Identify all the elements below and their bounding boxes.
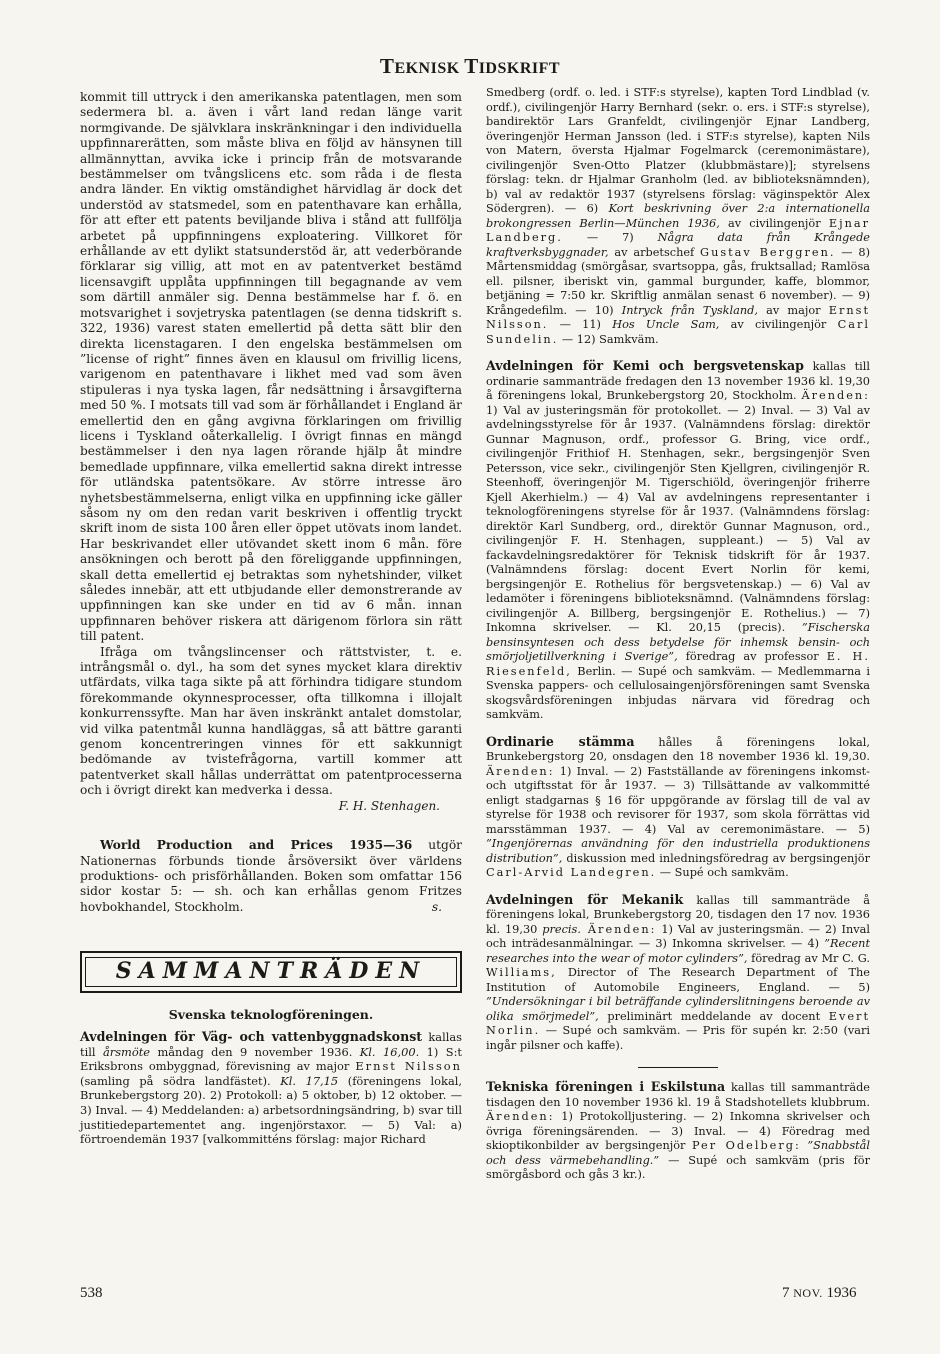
section-divider: [638, 1067, 718, 1068]
section-vag-vatten-continued: Smedberg (ordf. o. led. i STF:s styrelse), kapten Tord Lindblad (v. ordf.), civilingenjör Harry Bernhard (sekr. o. ers. i STF:s styrelse), bandirektör Lars Granfeldt, civilingenjör Ejnar Landberg, överingenjör Herman Jansson (led. i STF:s styrelse), kapten Nils von Matern, översta Hjalmar Fogelmarck (ceremonimästare), civilingenjör Sven-Otto Platzer (klubbmästare)]; styrelsens förslag: tekn. dr Hjalmar Granholm (led. av biblioteksnämnden), b) val av redaktör 1937 (styrelsens förslag: väginspektör Alex Södergren). — 6) Kort beskrivning över 2:a internationella brokongressen Berlin—München 1936, av civilingenjör Ejnar Landberg. — 7) Några data från Krångede kraftverksbyggnader, av arbetschef Gustav Berggren. — 8) Mårtensmiddag (smörgåsar, svartsoppa, gås, fruktsallad; Ramlösa ell. pilsner, iberiskt vin, gammal burgunder, kaffe, blommor, betjäning = 7:50 kr. Skriftlig anmälan senast 6 november). — 9) Krångedefilm. — 10) Intryck från Tyskland, av major Ernst Nilsson. — 11) Hos Uncle Sam, av civilingenjör Carl Sundelin. — 12) Samkväm.: [486, 86, 870, 346]
section-mekanik: Avdelningen för Mekanik kallas till sammanträde å föreningens lokal, Brunkebergstorg 20, tisdagen den 17 nov. 1936 kl. 19,30 precis. Ärenden: 1) Val av justeringsmän. — 2) Inval och inträdesanmälningar. — 3) Inkomna skrivelser. — 4) ”Recent researches into the wear of motor cylinders”, föredrag av Mr C. G. Williams, Director of The Research Department of The Institution of Automobile Engineers, England. — 5) ”Undersökningar i bil beträffande cylinderslitningens beroende av olika smörjmedel”, preliminärt meddelande av docent Evert Norlin. — Supé och samkväm. — Pris för supén kr. 2:50 (vari ingår pilsner och kaffe).: [486, 891, 870, 1052]
section-ordinarie-stamma: Ordinarie stämma hålles å föreningens lokal, Brunkebergstorg 20, onsdagen den 18 november 1936 kl. 19,30. Ärenden: 1) Inval. — 2) Fastställande av föreningens inkomst- och utgiftsstat för år 1937. — 3) Tillsättande av valkommitté enligt stadgarnas § 16 för uppgörande av förslag till de val av styrelse för 1938 och revisorer för 1937, som skola förrättas vid marsstämman 1937. — 4) Val av ceremonimästare. — 5) ”Ingenjörernas användning för den industriella produktionens distribution”, diskussion med inledningsföredrag av bergsingenjör Carl-Arvid Landegren. — Supé och samkväm.: [486, 733, 870, 879]
journal-title: TEKNISK TIDSKRIFT: [379, 54, 561, 78]
right-column: [486, 86, 870, 1183]
book-notice: World Production and Prices 1935—36 utgör Nationernas förbunds tionde årsöversikt över världens produktions- och prisförhållanden. Boken som omfattar 156 sidor kostar 5: — sh. och kan erhållas genom Fritzes hovbokhandel, Stockholm. s.: [80, 838, 463, 914]
left-column: [80, 90, 462, 1147]
article-signature: F. H. Stenhagen.: [338, 798, 440, 813]
page-number: 538: [80, 1285, 103, 1301]
section-vag-vatten: Avdelningen för Väg- och vattenbyggnadskonst kallas till årsmöte måndag den 9 november 1936. Kl. 16,00. 1) S:t Eriksbrons ombyggnad, förevisning av major Ernst Nilsson (samling på södra landfästet). Kl. 17,15 (föreningens lokal, Brunkebergstorg 20). 2) Protokoll: a) 5 oktober, b) 12 oktober. — 3) Inval. — 4) Meddelanden: a) arbetsordningsändring, b) svar till justitiedepartementet ang. ingenjörstaxor. — 5) Val: a) förtroendemän 1937 [valkommitténs förslag: major Richard: [80, 1028, 462, 1147]
section-eskilstuna: Tekniska föreningen i Eskilstuna kallas till sammanträde tisdagen den 10 november 1936 kl. 19 å Stadshotellets klubbrum. Ärenden: 1) Protokolljustering. — 2) Inkomna skrivelser och övriga föreningsärenden. — 3) Inval. — 4) Föredrag med skioptikonbilder av bergsingenjör Per Odelberg: ”Snabbstål och dess värmebehandling.” — Supé och samkväm (pris för smörgåsbord och gås 3 kr.).: [486, 1079, 871, 1181]
sammantraden-box: [80, 951, 462, 992]
issue-date: 7 NOV. 1936: [782, 1285, 857, 1301]
article-paragraph-1: kommit till uttryck i den amerikanska patentlagen, men som sedermera bl. a. även i vårt land redan länge varit normgivande. De självklara inskränkningar i den individuella uppfinnarerätten, som måste bliva en följd av hänsynen till allmännyttan, avvika icke i princip från de motsvarande bestämmelser om tvångslicens etc. som råda i de flesta andra länder. En viktig omständighet härvidlag är dock det understöd av statsmedel, som en patenthavare kan erhålla, för att efter ett patents beviljande bliva i stånd att fullfölja arbetet på uppfinningens exploatering. Villkoret för erhållande av ett dylikt statsunderstöd är, att vederbörande förklarar sig villig, att mot en av patentverket bestämd licensavgift upplåta uppfinningen till begagnande av vem som därtill anmäler sig. Denna bestämmelse har f. ö. en motsvarighet i sovjetryska patentlagen (se denna tidskrift s. 322, 1936) varest staten emellertid på detta sätt blir den direkta licenstagaren. I den engelska bestämmelsen om ”license of right” finnes även en klausul om frivillig licens, varigenom en patenthavare i likhet med vad som även stipuleras i nya tyska lagen, får nedsättning i årsavgifterna med 50 %. I motsats till vad som är förhållandet i England är emellertid den en gång avgivna förklaringen om frivillig licens i Tyskland oåterkallelig. I övrigt finnas en mängd bestämmelser i den nya lagen rörande hjälp åt mindre bemedlade uppfinnare, vilka emellertid sakna direkt intresse för utländska patentsökare. Av större intresse äro nyhetsbestämmelserna, enligt vilka en uppfinning icke gäller såsom ny om den redan varit beskriven i offentlig tryckt skrift inom de sista 100 åren eller öppet utövats inom landet. Har beskrivandet eller utövandet skett inom 6 mån. före ansökningen och berott på den föreliggande uppfinningen, skall detta emellertid ej betraktas som nyhetshinder, vilket således innebär, att ett utbjudande eller demonstrerande av uppfinningen kan ske under en tid av 6 mån. innan uppfinnaren behöver riskera att därigenom förlora sin rätt till patent.: [80, 90, 462, 644]
sammantraden-heading: SAMMANTRÄDEN: [85, 957, 457, 986]
society-subheading: Svenska teknologföreningen.: [168, 1006, 374, 1022]
article-paragraph-2: Ifråga om tvångslincenser och rättstvister, t. e. intrångsmål o. dyl., ha som det synes mycket klara direktiv utfärdats, vilka taga sikte på att förhindra tidigare stundom förekommande okynnesprocesser, ofta tillkomna i illojalt konkurrenssyfte. Man har även inskränkt antalet domstolar, vid vilka patentmål kunna handläggas, så att bättre garanti genom koncentreringen vinnes för ett sakkunnigt bedömande av tvistefrågorna, vartill kommer att patentverket skall hållas underrättat om patentprocesserna och i övrigt direkt kan medverka i dessa.: [80, 644, 462, 798]
section-kemi: Avdelningen för Kemi och bergsvetenskap kallas till ordinarie sammanträde fredagen den 13 november 1936 kl. 19,30 å föreningens lokal, Brunkebergstorg 20, Stockholm. Ärenden: 1) Val av justeringsmän för protokollet. — 2) Inval. — 3) Val av avdelningsstyrelse för år 1937. (Valnämndens förslag: direktör Gunnar Magnuson, ordf., professor G. Bring, vice ordf., civilingenjör Frithiof H. Stenhagen, sekr., bergsingenjör Sven Petersson, vice sekr., civilingenjör Sten Kjellgren, civilingenjör R. Steenhoff, överingenjör M. Tigerschiöld, överingenjör friherre Kjell Akerhielm.) — 4) Val av avdelningens representanter i teknologföreningens styrelse för år 1937. (Valnämndens förslag: direktör Karl Sundberg, ord., direktör Gunnar Magnuson, ord., civilingenjör F. H. Stenhagen, suppleant.) — 5) Val av fackavdelningsredaktörer för Teknisk tidskrift för år 1937. (Valnämndens förslag: docent Evert Norlin för kemi, bergsingenjör E. Rothelius för bergsvetenskap.) — 6) Val av ledamöter i föreningens biblioteksnämnd. (Valnämndens förslag: civilingenjör A. Billberg, bergsingenjör E. Rothelius.) — 7) Inkomna skrivelser. — Kl. 20,15 (precis). ”Fischerska bensinsyntesen och dess betydelse för inhemsk bensin- och smörjoljetillverkning i Sverige”, föredrag av professor E. H. Riesenfeld, Berlin. — Supé och samkväm. — Medlemmarna i Svenska pappers- och cellulosaingenjörsföreningen samt Svenska skogsvårdsföreningen inbjudas närvara vid föredrag och samkväm.: [486, 358, 870, 721]
